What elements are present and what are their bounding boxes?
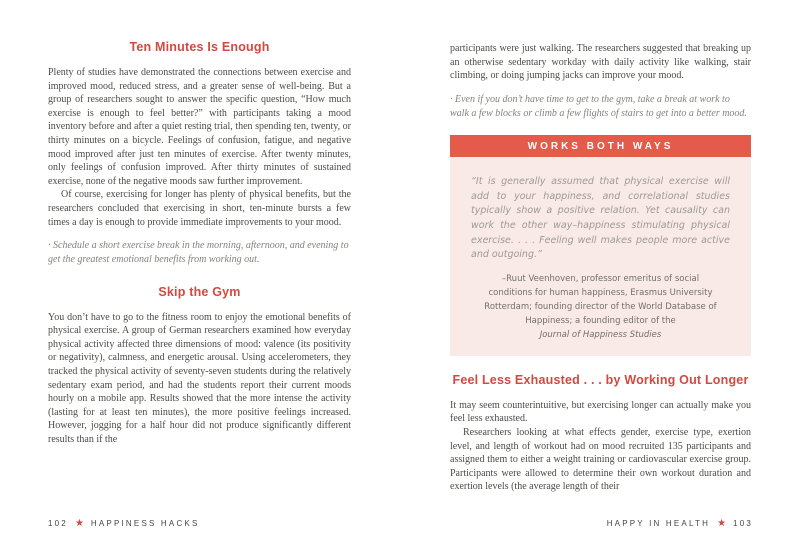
star-icon: ★ [717, 517, 727, 529]
section-heading-feel-less-exhausted: Feel Less Exhausted . . . by Working Out Longer [452, 372, 749, 387]
body-paragraph: It may seem counterintuitive, but exercising longer can actually make you feel less exhausted. [450, 399, 751, 425]
page-right-content [450, 42, 751, 494]
body-paragraph: You don’t have to go to the fitness room to enjoy the emotional benefits of physical exercise. A group of German researchers examined how everyday physical activity affected three dimensions of mood: valence (its positivity or negativity), calmness, and energetic arousal. Using accelerometers, they tracked the physical activity of seventy-seven students during the relatively sedentary exam period, and had the students report their current moods hourly on a mobile app. Results showed that the more intense the activity (lasting for at least ten minutes), the more positive feelings increased. However, jogging for a half hour did not produce significantly different results than if the [48, 311, 351, 445]
footer-label: HAPPY IN HEALTH [606, 519, 711, 528]
callout-quote: “It is generally assumed that physical exercise will add to your happiness, and correlational studies typically show a positive relation. Yet causality can work the other way–happiness stimulating physical exercise. . . . Feeling well makes people more active and outgoing.” [471, 176, 730, 261]
tip-bullet: · Even if you don’t have time to get to the gym, take a break at work to walk a few blocks or climb a few flights of stairs to get into a better mood. [450, 93, 747, 119]
callout-body [450, 157, 751, 356]
footer-right [607, 519, 753, 528]
body-paragraph-continuation: participants were just walking. The researchers suggested that breaking up an otherwise sedentary workday with daily activity like walking, stair climbing, or doing jumping jacks can improve your mood. [450, 43, 751, 82]
body-paragraph: Of course, exercising for longer has plenty of physical benefits, but the researchers concluded that exercising in short, ten-minute bursts a few times a day is enough to provide immediate improvements to your mood. [48, 189, 351, 228]
body-paragraph: Researchers looking at what effects gender, exercise type, exertion level, and length of workout had on mood recruited 135 participants and assigned them to either a weight training or cardiovascular exercise group. Participants were allowed to determine their own workout duration and exertion levels (the average length of their [450, 426, 751, 493]
callout-attribution: –Ruut Veenhoven, professor emeritus of social conditions for human happiness, Erasmus University Rotterdam; founding director of the World Database of Happiness; a founding editor of the [484, 273, 717, 326]
footer-left [48, 519, 200, 528]
callout-box [450, 135, 751, 356]
callout-title: WORKS BOTH WAYS [450, 135, 751, 157]
page-right [400, 0, 800, 560]
page-number: 102 [48, 519, 68, 528]
section-heading-skip-gym: Skip the Gym [158, 284, 241, 299]
footer-label: HAPPINESS HACKS [90, 519, 200, 528]
callout-attribution-source: Journal of Happiness Studies [539, 329, 662, 340]
tip-bullet: · Schedule a short exercise break in the morning, afternoon, and evening to get the greatest emotional benefits from working out. [48, 240, 349, 266]
page-left-content [48, 40, 351, 446]
star-icon: ★ [74, 517, 84, 529]
section-heading-ten-minutes: Ten Minutes Is Enough [129, 40, 270, 54]
body-paragraph: Plenty of studies have demonstrated the connections between exercise and improved mood, reduced stress, and a greater sense of well-being. But a group of researchers sought to answer the specific question, “How much exercise is enough to feel better?” with participants taking a mood inventory before and after a quiet resting trial, then spending ten, twenty, or thirty minutes on a bicycle. Feelings of confusion, fatigue, and negative mood improved after just ten minutes of exercise. After twenty minutes, only feelings of confusion improved. After thirty minutes of sustained exercise, none of the negative moods saw further improvement. [48, 67, 351, 187]
page-number: 103 [733, 519, 753, 528]
